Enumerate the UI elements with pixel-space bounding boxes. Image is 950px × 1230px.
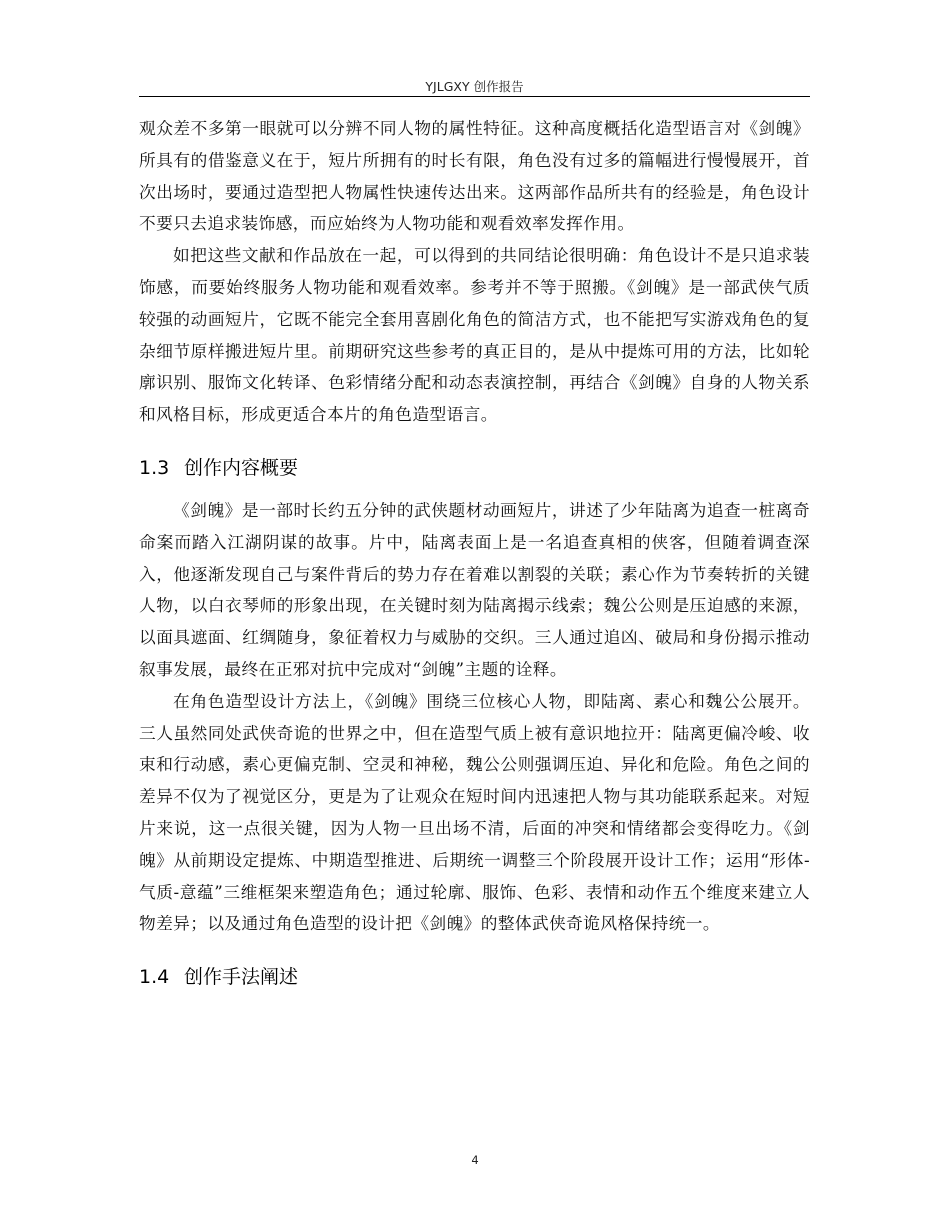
section-number: 1.4 <box>139 966 170 989</box>
section-title: 创作手法阐述 <box>184 966 299 989</box>
paragraph-conclusion: 如把这些文献和作品放在一起，可以得到的共同结论很明确：角色设计不是只追求装饰感，而要始终服务人物功能和观看效率。参考并不等于照搬。《剑魄》是一部武侠气质较强的动画短片，它既不能完全套用喜剧化角色的简洁方式，也不能把写实游戏角色的复杂细节原样搬进短片里。前期研究这些参考的真正目的，是从中提炼可用的方法，比如轮廓识别、服饰文化转译、色彩情绪分配和动态表演控制，再结合《剑魄》自身的人物关系和风格目标，形成更适合本片的角色造型语言。 <box>139 245 810 425</box>
section-number: 1.3 <box>139 456 170 479</box>
paragraph-continued: 观众差不多第一眼就可以分辨不同人物的属性特征。这种高度概括化造型语言对《剑魄》所具有的借鉴意义在于，短片所拥有的时长有限，角色没有过多的篇幅进行慢慢展开，首次出场时，要通过造型把人物属性快速传达出来。这两部作品所共有的经验是，角色设计不要只去追求装饰感，而应始终为人物功能和观看效率发挥作用。 <box>139 118 810 234</box>
running-header: YJLGXY 创作报告 <box>425 79 524 94</box>
document-body <box>139 113 810 991</box>
page-number: 4 <box>471 1153 479 1167</box>
paragraph-synopsis: 《剑魄》是一部时长约五分钟的武侠题材动画短片，讲述了少年陆离为追查一桩离奇命案而踏入江湖阴谋的故事。片中，陆离表面上是一名追查真相的侠客，但随着调查深入，他逐渐发现自己与案件背后的势力存在着难以割裂的关联；素心作为节奏转折的关键人物，以白衣琴师的形象出现，在关键时刻为陆离揭示线索；魏公公则是压迫感的来源，以面具遮面、红绸随身，象征着权力与威胁的交织。三人通过追凶、破局和身份揭示推动叙事发展，最终在正邪对抗中完成对“剑魄”主题的诠释。 <box>139 499 810 679</box>
section-heading-1-4 <box>139 963 810 991</box>
section-title: 创作内容概要 <box>184 456 299 479</box>
paragraph-design-method: 在角色造型设计方法上，《剑魄》围绕三位核心人物，即陆离、素心和魏公公展开。三人虽然同处武侠奇诡的世界之中，但在造型气质上被有意识地拉开：陆离更偏冷峻、收束和行动感，素心更偏克制、空灵和神秘，魏公公则强调压迫、异化和危险。角色之间的差异不仅为了视觉区分，更是为了让观众在短时间内迅速把人物与其功能联系起来。对短片来说，这一点很关键，因为人物一旦出场不清，后面的冲突和情绪都会变得吃力。《剑魄》从前期设定提炼、中期造型推进、后期统一调整三个阶段展开设计工作；运用“形体-气质-意蕴”三维框架来塑造角色；通过轮廓、服饰、色彩、表情和动作五个维度来建立人物差异；以及通过角色造型的设计把《剑魄》的整体武侠奇诡风格保持统一。 <box>139 690 810 934</box>
header-rule <box>139 96 810 97</box>
section-heading-1-3 <box>139 454 810 482</box>
